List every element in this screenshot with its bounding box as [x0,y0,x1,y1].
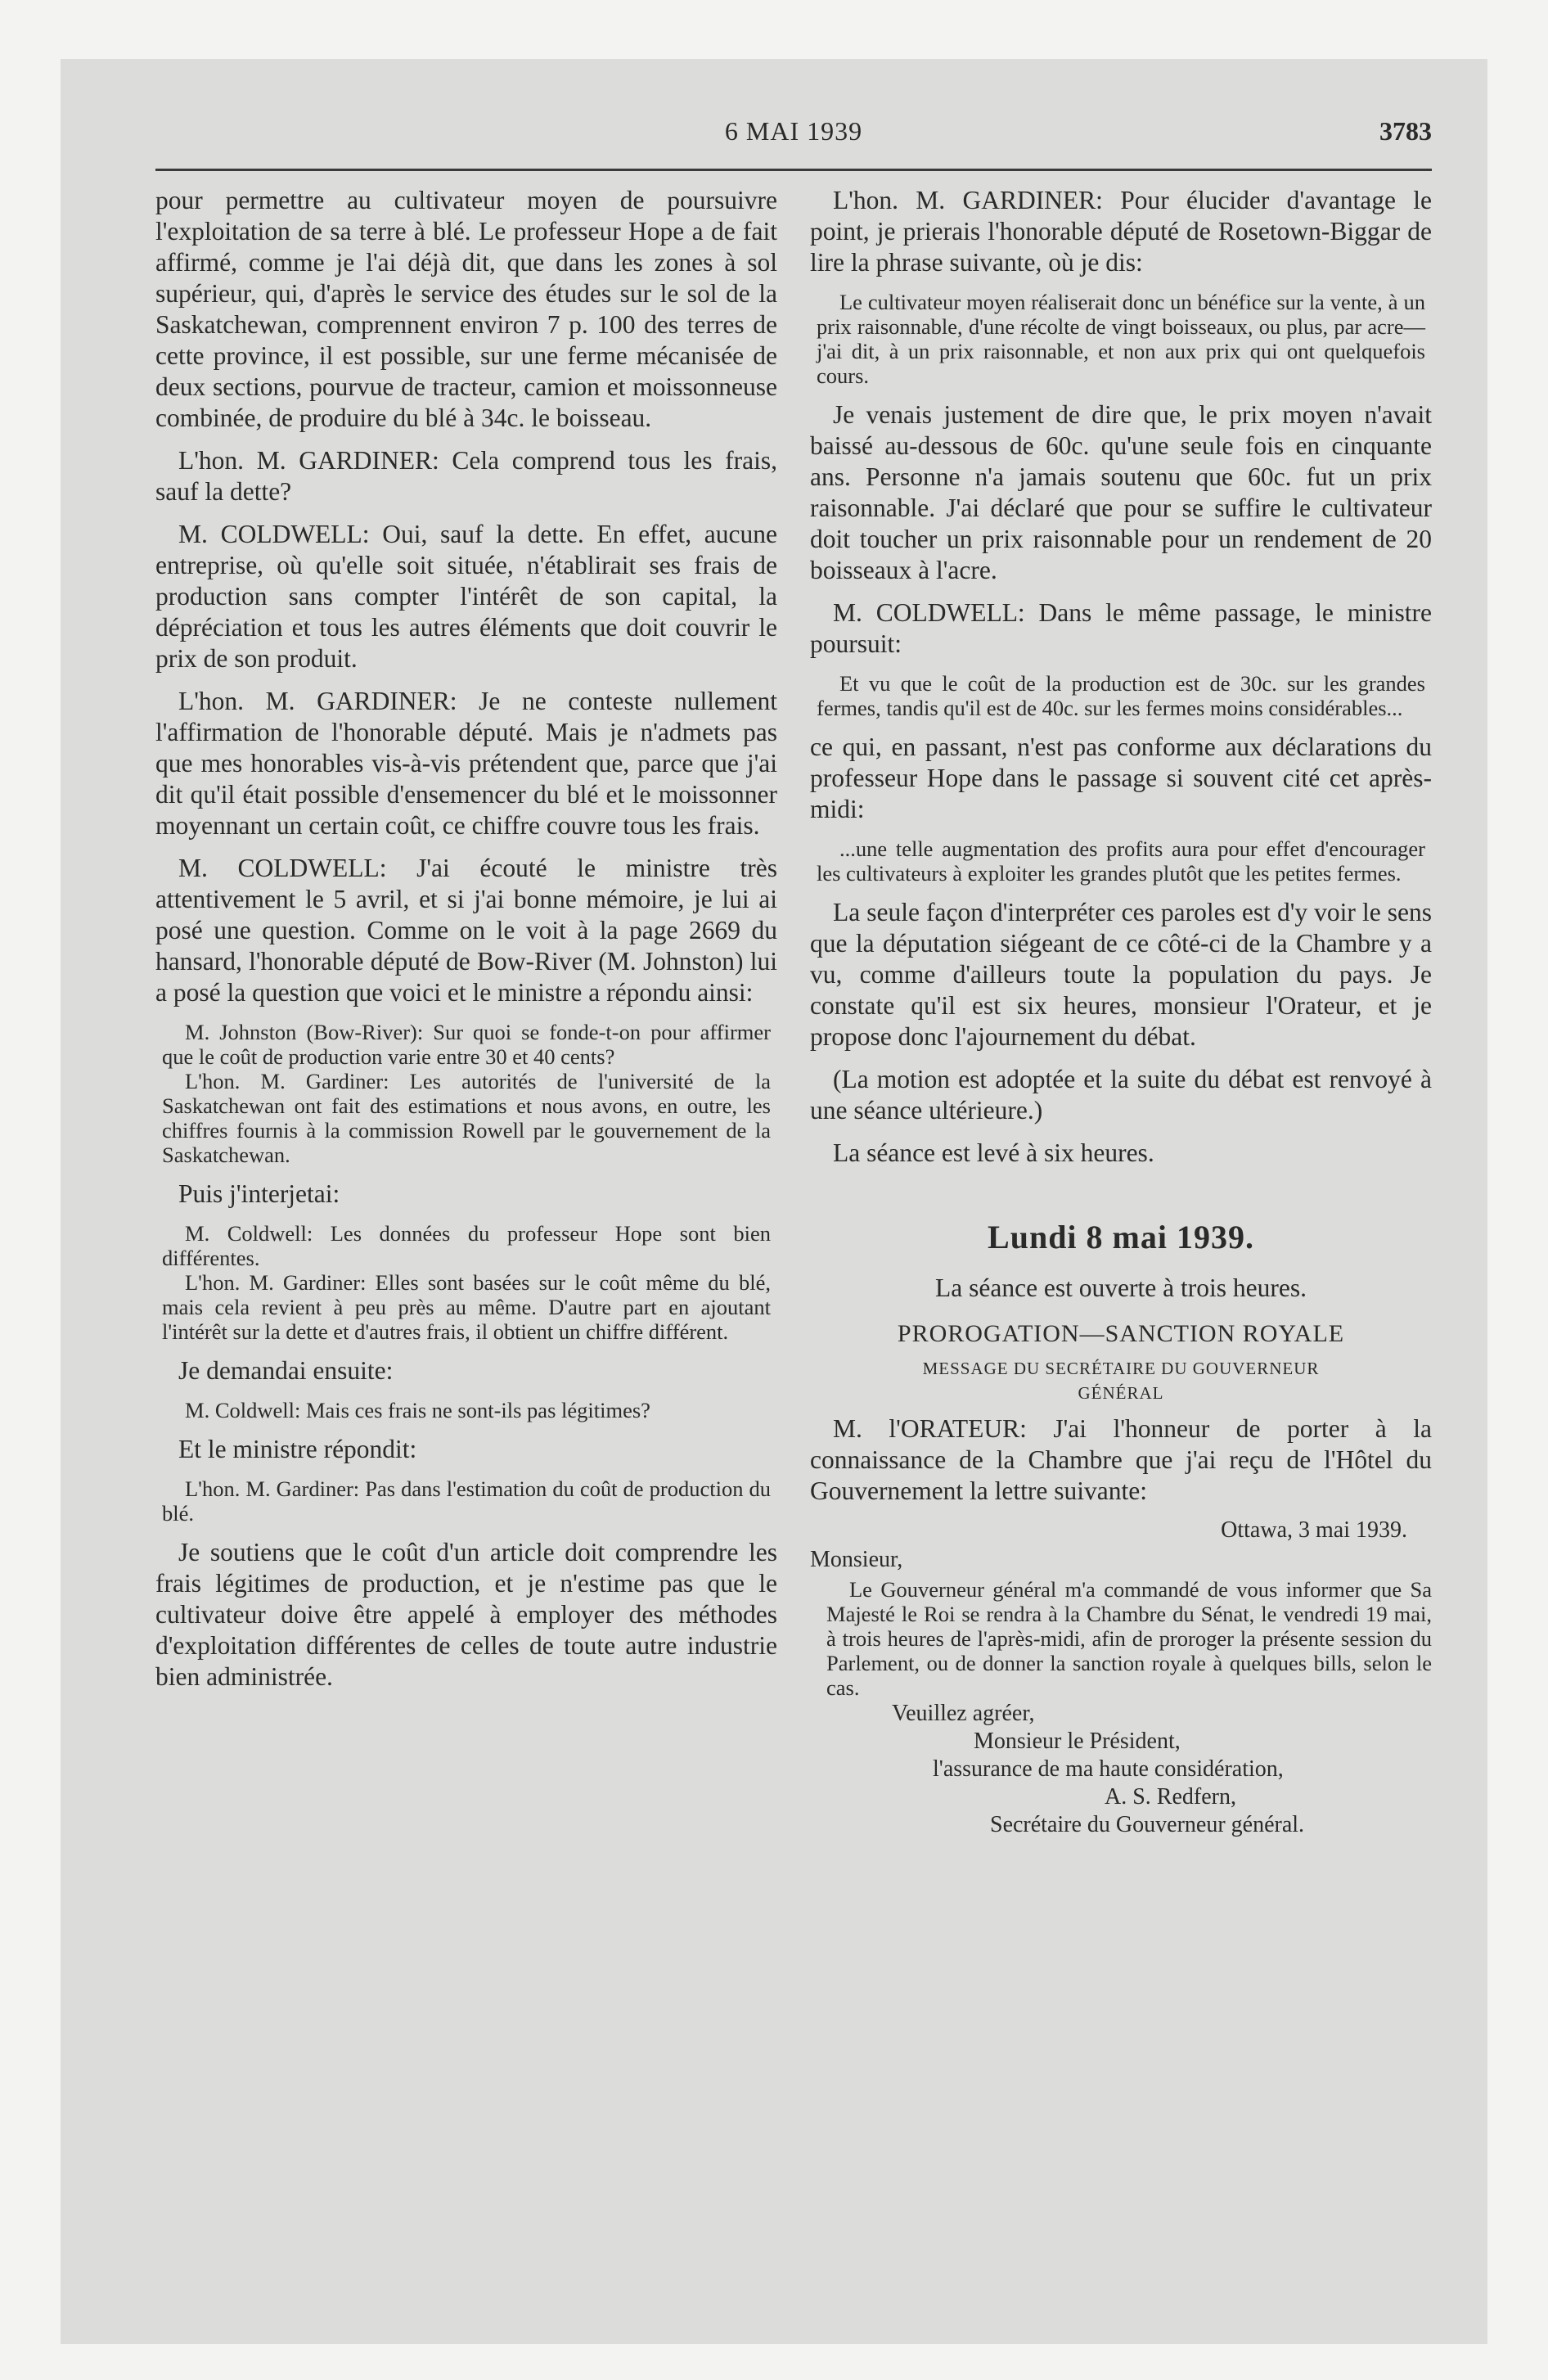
paragraph: La seule façon d'interpréter ces paroles est d'y voir le sens que la députation siégeant de ce côté-ci de la Chambre y a vu, comme d'ailleurs toute la population du pays. Je constate qu'il est six heures, monsieur l'Orateur, et je propose donc l'ajournement du débat. [810,898,1432,1051]
speaker-announcement: M. l'ORATEUR: J'ai l'honneur de porter à la connaissance de la Chambre que j'ai reçu de l'Hôtel du Gouvernement la lettre suivante: [810,1414,1432,1505]
paragraph: pour permettre au cultivateur moyen de poursuivre l'exploitation de sa terre à blé. Le professeur Hope a de fait affirmé, comme je l'ai déjà dit, que dans les zones à sol supérieur, qui, d'après le service des études sur le sol de la Saskatchewan, comprennent environ 7 p. 100 des terres de cette province, il est possible, sur une ferme mécanisée de deux sections, pourvue de tracteur, camion et moissonneuse combinée, de produire du blé à 34c. le boisseau. [155,186,777,432]
quoted-passage: M. Coldwell: Mais ces frais ne sont-ils pas légitimes? [185,1398,650,1422]
quoted-passage: Le cultivateur moyen réaliserait donc un bénéfice sur la vente, à un prix raisonnable, d'une récolte de vingt boisseaux, ou plus, par acre—j'ai dit, à un prix raisonnable, et non aux prix qui ont quelquefois cours. [817,290,1425,388]
paragraph: Puis j'interjetai: [178,1179,340,1208]
paragraph: M. COLDWELL: Oui, sauf la dette. En effet, aucune entreprise, où qu'elle soit située, n'établirait ses frais de production sans compter l'intérêt de son capital, la dépréciation et tous les autres éléments que doit couvrir le prix de son produit. [155,520,777,673]
paragraph: L'hon. M. GARDINER: Pour élucider d'avantage le point, je prierais l'honorable député de Rosetown-Biggar de lire la phrase suivante, où je dis: [810,186,1432,277]
paragraph: Je soutiens que le coût d'un article doit comprendre les frais légitimes de production, et je n'estime pas que le cultivateur doive être appelé à employer des méthodes d'exploitation différentes de celles de toute autre industrie bien administrée. [155,1538,777,1691]
left-column [155,185,777,1704]
paragraph: Et le ministre répondit: [178,1435,417,1463]
paragraph: ce qui, en passant, n'est pas conforme aux déclarations du professeur Hope dans le passage si souvent cité cet après-midi: [810,732,1432,823]
letter-closing-1: Veuillez agréer, [892,1701,1035,1726]
letter-body: Le Gouverneur général m'a commandé de vous informer que Sa Majesté le Roi se rendra à la Chambre du Sénat, le vendredi 19 mai, à trois heures de l'après-midi, afin de proroger la présente session du Parlement, ou de donner la sanction royale à quelques bills, selon le cas. [826,1577,1432,1700]
paragraph: L'hon. M. GARDINER: Je ne conteste nullement l'affirmation de l'honorable député. Mais je n'admets pas que mes honorables vis-à-vis prétendent que, parce que j'ai dit qu'il était possible d'ensemencer du blé et le moissonner moyennant un certain coût, ce chiffre couvre tous les frais. [155,687,777,840]
letter-salutation: Monsieur, [810,1547,903,1572]
header-date: 6 MAI 1939 [724,116,863,146]
section-subtitle [810,1356,1432,1405]
quoted-passage: L'hon. M. Gardiner: Les autorités de l'université de la Saskatchewan ont fait des estimations et nous avons, en outre, les chiffres fournis à la commission Rowell par le gouvernement de la Saskatchewan. [162,1069,771,1167]
sitting-date-heading: Lundi 8 mai 1939. [988,1219,1254,1255]
section-title: PROROGATION—SANCTION ROYALE [897,1320,1345,1347]
quoted-passage: M. Johnston (Bow-River): Sur quoi se fonde-t-on pour affirmer que le coût de production varie entre 30 et 40 cents? [162,1020,771,1069]
right-column-debate [810,185,1432,1169]
letter [810,1518,1432,1839]
quoted-passage: L'hon. M. Gardiner: Elles sont basées sur le coût même du blé, mais cela revient à peu près au même. D'autre part en ajoutant l'intérêt sur la dette et d'autres frais, il obtient un chiffre différent. [162,1270,771,1344]
quoted-passage: ...une telle augmentation des profits aura pour effet d'encourager les cultivateurs à exploiter les grandes plutôt que les petites fermes. [817,836,1425,886]
sitting-opening: La séance est ouverte à trois heures. [935,1273,1307,1302]
header-rule [155,169,1432,171]
paragraph: M. COLDWELL: J'ai écouté le ministre très attentivement le 5 avril, et si j'ai bonne mémoire, je lui ai posé une question. Comme on le voit à la page 2669 du hansard, l'honorable député de Bow-River (M. Johnston) lui a posé la question que voici et le ministre a répondu ainsi: [155,854,777,1007]
paragraph: Je venais justement de dire que, le prix moyen n'avait baissé au-dessous de 60c. qu'une seule fois en cinquante ans. Personne n'a jamais soutenu que 60c. fut un prix raisonnable. J'ai déclaré que pour se suffire le cultivateur doit toucher un prix raisonnable pour un rendement de 20 boisseaux à l'acre. [810,400,1432,584]
letter-closing-2: Monsieur le Président, [974,1729,1181,1754]
quoted-passage: L'hon. M. Gardiner: Pas dans l'estimation du coût de production du blé. [162,1476,771,1526]
page-number: 3783 [1379,116,1432,146]
paragraph: Je demandai ensuite: [178,1356,394,1385]
paragraph: M. COLDWELL: Dans le même passage, le ministre poursuit: [810,598,1432,658]
quoted-passage: Et vu que le coût de la production est de 30c. sur les grandes fermes, tandis qu'il est de 40c. sur les fermes moins considérables... [817,671,1425,720]
page-header [155,105,1432,154]
letter-signature: A. S. Redfern, [1105,1784,1236,1810]
subtitle-line-2: GÉNÉRAL [1078,1383,1164,1403]
paragraph: L'hon. M. GARDINER: Cela comprend tous les frais, sauf la dette? [155,446,777,506]
letter-signatory-title: Secrétaire du Gouverneur général. [990,1812,1305,1837]
quoted-passage: M. Coldwell: Les données du professeur Hope sont bien différentes. [162,1221,771,1270]
letter-closing-3: l'assurance de ma haute considération, [933,1756,1284,1782]
letter-date: Ottawa, 3 mai 1939. [1221,1517,1407,1543]
subtitle-line-1: MESSAGE DU SECRÉTAIRE DU GOUVERNEUR [922,1359,1320,1378]
paragraph: (La motion est adoptée et la suite du débat est renvoyé à une séance ultérieure.) [810,1065,1432,1125]
right-column [810,185,1432,1839]
paragraph: La séance est levé à six heures. [833,1138,1154,1167]
